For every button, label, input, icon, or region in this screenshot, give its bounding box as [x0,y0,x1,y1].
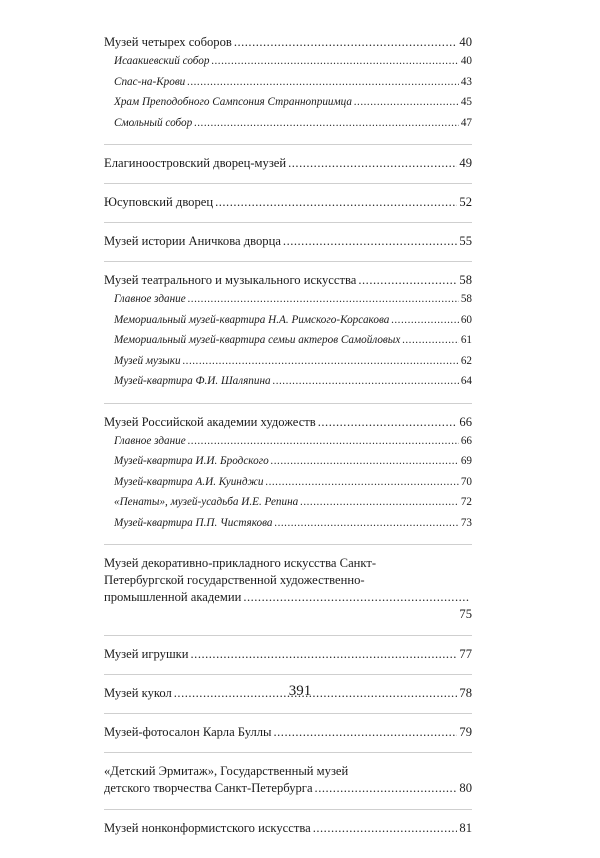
leader-dots [313,820,458,836]
leader-dots [234,34,458,50]
toc-section [104,555,472,636]
toc-section [104,646,472,675]
toc-subentry-title: Главное здание [114,293,186,305]
toc-entry[interactable] [104,414,472,430]
toc-entry-title-line: промышленной академии [104,590,242,604]
toc-subentry-title: Музей музыки [114,354,181,367]
leader-dots [215,194,457,210]
toc-subentry-page: 45 [460,96,472,108]
toc-subentry-page: 40 [460,55,472,67]
toc-entry-title: Музей четырех соборов [104,35,232,49]
toc-subentry-page: 73 [460,516,472,529]
toc-section [104,763,472,810]
toc-subentry-title: Музей-квартира П.П. Чистякова [114,516,273,529]
leader-dots [271,454,459,469]
toc-subentry[interactable] [104,516,472,531]
toc-subentry-title: Главное здание [114,434,186,447]
toc-entry-multiline[interactable] [104,555,472,623]
toc-entry-title: Юсуповский дворец [104,195,214,209]
toc-subentry[interactable] [104,95,472,110]
toc-section [104,155,472,184]
toc-subentry-page: 47 [460,116,472,129]
toc-entry[interactable] [104,646,472,662]
toc-entry-page: 81 [459,821,472,835]
toc-subentry-page: 62 [460,354,472,367]
leader-dots [183,354,459,369]
leader-dots [266,475,459,490]
toc-section [104,724,472,753]
toc-subentry[interactable] [104,475,472,490]
leader-dots [402,333,458,348]
toc-section [104,194,472,223]
toc-subentry-title: Смольный собор [114,116,193,129]
toc-subentry-title: Исаакиевский собор [114,55,210,67]
toc-subentry[interactable] [104,495,472,510]
toc-entry-page: 75 [459,607,472,621]
toc-subentry-page: 66 [460,434,472,447]
toc-entry-page: 58 [459,273,472,287]
toc-entry[interactable] [104,233,472,249]
toc-subentry-title: Музей-квартира И.И. Бродского [114,455,269,467]
toc-subentry[interactable] [104,374,472,389]
toc-subentry-page: 70 [460,475,472,488]
table-of-contents [104,34,472,858]
leader-dots [274,724,458,740]
toc-entry-title-line: «Детский Эрмитаж», Государственный музей [104,764,349,778]
toc-entry[interactable] [104,155,472,171]
leader-dots [187,75,459,90]
toc-subentry-title: Музей-квартира А.И. Куинджи [114,475,264,488]
toc-subentry-page: 43 [460,75,472,88]
toc-entry-multiline[interactable] [104,763,472,797]
toc-section [104,272,472,404]
leader-dots [275,516,459,531]
toc-entry-last-line [104,780,472,797]
toc-subentry-page: 64 [460,375,472,387]
toc-entry-page: 66 [459,414,472,429]
toc-entry-page: 49 [459,156,472,170]
toc-section [104,34,472,145]
toc-entry[interactable] [104,194,472,210]
toc-subentry-title: Спас-на-Крови [114,75,186,88]
toc-entry-page: 40 [459,35,472,49]
leader-dots [191,646,458,662]
leader-dots [273,374,459,389]
toc-entry-page: 79 [459,725,472,739]
leader-dots [188,292,459,307]
toc-subentry[interactable] [104,292,472,307]
toc-entry-title: Музей Российской академии художеств [104,414,316,429]
toc-subentry[interactable] [104,313,472,328]
toc-subentry-page: 69 [460,455,472,467]
leader-dots [194,116,459,131]
toc-subentry-title: Мемориальный музей-квартира Н.А. Римского-Корсакова [114,313,390,326]
leader-dots [358,272,457,288]
toc-subentry-title: Музей-квартира Ф.И. Шаляпина [114,375,271,387]
toc-entry-page: 78 [459,686,472,700]
toc-subentry[interactable] [104,434,472,449]
toc-entry-title: Музей игрушки [104,647,189,661]
toc-subentry[interactable] [104,54,472,69]
leader-dots [288,155,457,171]
leader-dots [318,414,458,430]
toc-subentry-title: Мемориальный музей-квартира семьи актеров Самойловых [114,334,401,346]
toc-subentry[interactable] [104,354,472,369]
toc-section [104,414,472,546]
toc-entry-page: 80 [459,781,472,795]
toc-subentry[interactable] [104,116,472,131]
toc-entry-title: Елагиноостровский дворец-музей [104,156,287,170]
page-number: 391 [288,683,312,699]
leader-dots [211,54,458,69]
toc-entry[interactable] [104,272,472,288]
leader-dots [315,780,458,797]
toc-entry-title-line: Музей декоративно-прикладного искусства Санкт- [104,556,377,570]
toc-entry-title-line: Петербургской государственной художественно- [104,573,365,587]
toc-subentry-title: Храм Преподобного Сампсония Странноприимца [114,96,352,108]
toc-entry[interactable] [104,34,472,50]
leader-dots [354,95,459,110]
toc-entry[interactable] [104,820,472,836]
toc-entry-title: Музей нонконформистского искусства [104,821,311,835]
toc-section [104,233,472,262]
toc-entry-page: 55 [459,234,472,248]
toc-entry-last-line [104,589,472,606]
toc-entry-title: Музей истории Аничкова дворца [104,234,281,248]
toc-entry-page: 77 [459,647,472,661]
leader-dots [391,313,458,328]
leader-dots [188,434,459,449]
leader-dots [300,495,459,510]
toc-subentry-page: 60 [460,313,472,326]
leader-dots [283,233,457,249]
toc-entry-title-line: детского творчества Санкт-Петербурга [104,781,313,795]
toc-subentry[interactable] [104,454,472,469]
toc-subentry-page: 58 [460,293,472,305]
toc-subentry-page: 61 [460,334,472,346]
toc-entry[interactable] [104,724,472,740]
toc-entry-title: Музей-фотосалон Карла Буллы [104,725,272,739]
toc-subentry[interactable] [104,75,472,90]
leader-dots [243,589,470,606]
toc-section [104,820,472,848]
toc-entry-title: Музей театрального и музыкального искусства [104,273,357,287]
toc-subentry[interactable] [104,333,472,348]
toc-subentry-page: 72 [460,496,472,508]
toc-entry-title: Музей кукол [104,686,172,700]
toc-entry-page: 52 [459,195,472,209]
toc-subentry-title: «Пенаты», музей-усадьба И.Е. Репина [114,496,299,508]
